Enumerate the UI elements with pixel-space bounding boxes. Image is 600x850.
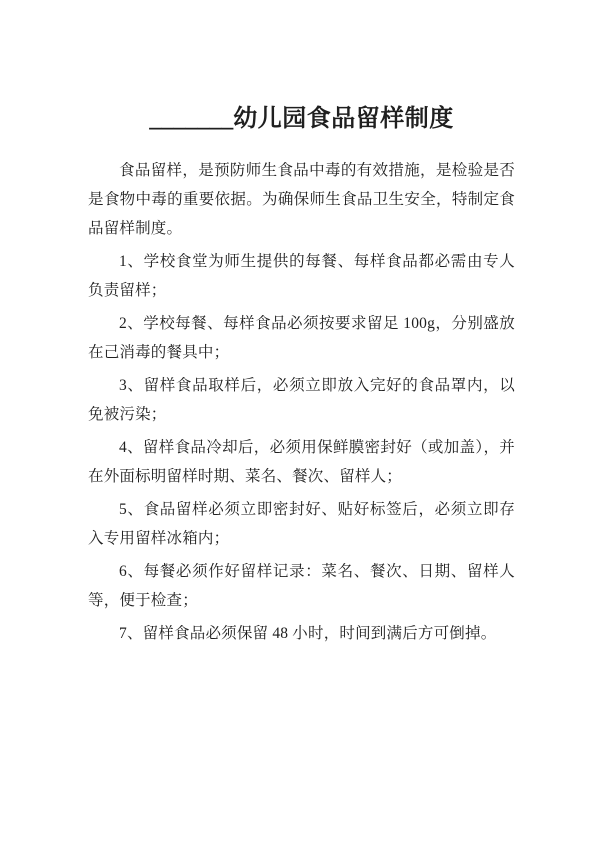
rule-item-3: 3、留样食品取样后，必须立即放入完好的食品罩内，以免被污染； — [88, 377, 515, 423]
document-body — [88, 156, 515, 648]
rule-item-1: 1、学校食堂为师生提供的每餐、每样食品都必需由专人负责留样； — [88, 253, 515, 299]
intro-paragraph: 食品留样，是预防师生食品中毒的有效措施，是检验是否是食物中毒的重要依据。为确保师生食品卫生安全，特制定食品留样制度。 — [88, 162, 515, 237]
rule-item-5: 5、食品留样必须立即密封好、贴好标签后，必须立即存入专用留样冰箱内； — [88, 501, 515, 547]
title-text: 幼儿园食品留样制度 — [233, 106, 454, 132]
rule-item-7: 7、留样食品必须保留 48 小时，时间到满后方可倒掉。 — [119, 625, 497, 642]
title-blank-line: _______ — [149, 106, 234, 132]
page-title — [88, 104, 515, 134]
rule-item-4: 4、留样食品冷却后，必须用保鲜膜密封好（或加盖），并在外面标明留样时期、菜名、餐次、留样人； — [88, 439, 515, 485]
rule-item-2: 2、学校每餐、每样食品必须按要求留足 100g，分别盛放在己消毒的餐具中； — [88, 315, 515, 361]
rule-item-6: 6、每餐必须作好留样记录：菜名、餐次、日期、留样人等，便于检查； — [88, 563, 515, 609]
